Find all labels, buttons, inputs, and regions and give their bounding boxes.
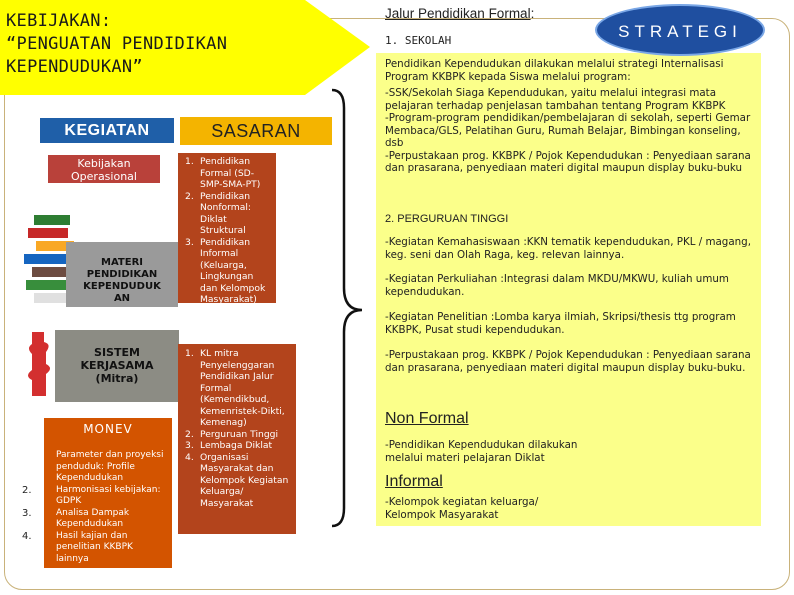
list-text: Pendidikan Nonformal: Diklat Struktural: [200, 190, 252, 236]
list-text: Pendidikan Formal (SD-SMP-SMA-PT): [200, 156, 261, 190]
list-number: 4.: [185, 451, 194, 463]
nonformal-heading: Non Formal: [385, 410, 469, 427]
list-number: 1.: [185, 156, 194, 167]
banner-title: KEBIJAKAN: “PENGUATAN PENDIDIKAN KEPENDUDUKAN”: [6, 11, 228, 77]
list-number: 2.: [185, 428, 194, 440]
sasaran-item: [182, 156, 272, 191]
informal-text: -Kelompok kegiatan keluarga/ Kelompok Masyarakat: [385, 496, 539, 521]
monev-item: [56, 450, 168, 485]
list-text: Pendidikan Informal (Keluarga, Lingkungan dan Kelompok Masyarakat): [200, 236, 266, 305]
monev-item: [22, 530, 168, 566]
pt-penelitian: -Kegiatan Penelitian :Lomba karya ilmiah, Skripsi/thesis ttg program KKBPK, Pusat studi kependudukan.: [385, 311, 736, 336]
monev-header: MONEV: [44, 418, 172, 440]
pt-heading: 2. PERGURUAN TINGGI: [385, 213, 509, 225]
curly-brace: [330, 88, 370, 528]
sistem-box: SISTEM KERJASAMA (Mitra): [55, 330, 179, 402]
sasaran-item: [182, 348, 292, 429]
monev-list: [22, 450, 168, 565]
list-number: 3.: [185, 440, 194, 451]
list-text: Lembaga Diklat: [200, 440, 273, 451]
jalur-title: Jalur Pendidikan Formal:: [385, 6, 535, 21]
sasaran-list-1: [182, 156, 272, 306]
list-number: 3.: [22, 507, 32, 519]
strategi-badge: STRATEGI: [595, 4, 765, 56]
list-text: KL mitra Penyelenggaran Pendidikan Jalur Formal (Kemendikbud, Kemenristek-Dikti, Kemenag): [200, 348, 285, 428]
monev-panel: [22, 440, 172, 568]
list-text: Hasil kajian dan penelitian KKBPK lainnya: [56, 530, 133, 564]
sekolah-points: -SSK/Sekolah Siaga Kependudukan, yaitu melalui integrasi mata pelajaran terhadap penjelasan tambahan tentang Program KKBPK -Program-program pendidikan/pembelajaran di sekolah, seperti Gemar Membaca/GLS, Pelatihan Guru, Rumah Belajar, Bimbingan konseling, dsb -Perpustakaan prog. KKBPK / Pojok Kependudukan : Penyediaan sarana dan prasarana, penyediaan materi digital maupun display buku-buku: [385, 87, 751, 174]
list-text: Organisasi Masyarakat dan Kelompok Kegiatan Keluarga/ Masyarakat: [200, 451, 289, 509]
sasaran-box-2: [178, 344, 296, 534]
sasaran-header: SASARAN: [180, 117, 332, 145]
materi-box: MATERI PENDIDIKAN KEPENDUDUK AN: [66, 242, 178, 307]
list-number: 3.: [185, 236, 194, 248]
sasaran-item: [182, 452, 292, 510]
list-number: 1.: [185, 348, 194, 359]
sasaran-item: [182, 237, 272, 306]
sekolah-intro: Pendidikan Kependudukan dilakukan melalui strategi Internalisasi Program KKBPK kepada Siswa melalui program:: [385, 58, 724, 83]
sasaran-item: [182, 440, 292, 452]
sasaran-item: [182, 191, 272, 237]
kegiatan-header: KEGIATAN: [40, 118, 174, 143]
sasaran-box-1: [178, 153, 276, 303]
nonformal-text: -Pendidikan Kependudukan dilakukan melalui materi pelajaran Diklat: [385, 439, 578, 464]
sasaran-list-2: [182, 348, 292, 509]
informal-heading: Informal: [385, 473, 443, 490]
list-text: Parameter dan proyeksi penduduk: Profile Kependudukan: [56, 450, 164, 483]
list-text: Analisa Dampak Kependudukan: [56, 507, 130, 529]
list-text: Harmonisasi kebijakan: GDPK: [56, 484, 161, 506]
kebijakan-box: Kebijakan Operasional: [48, 155, 160, 183]
monev-item: [22, 507, 168, 531]
list-number: 2.: [22, 484, 32, 496]
list-number: 4.: [22, 530, 32, 542]
list-number: 2.: [185, 190, 194, 202]
sasaran-item: [182, 429, 292, 441]
puzzle-icon: [24, 330, 54, 400]
pt-perkuliahan: -Kegiatan Perkuliahan :Integrasi dalam MKDU/MKWU, kuliah umum kependudukan.: [385, 273, 729, 298]
pt-perpustakaan: -Perpustakaan prog. KKBPK / Pojok Kependudukan : Penyediaan sarana dan prasarana, penyediaan materi digital maupun display buku-buku.: [385, 349, 751, 374]
pt-kemahasiswaan: -Kegiatan Kemahasiswaan :KKN tematik kependudukan, PKL / magang, keg. seni dan Olah Raga, keg. relevan lainnya.: [385, 236, 751, 261]
sekolah-heading: 1. SEKOLAH: [385, 34, 452, 47]
monev-item: [22, 484, 168, 508]
list-text: Perguruan Tinggi: [200, 428, 279, 440]
